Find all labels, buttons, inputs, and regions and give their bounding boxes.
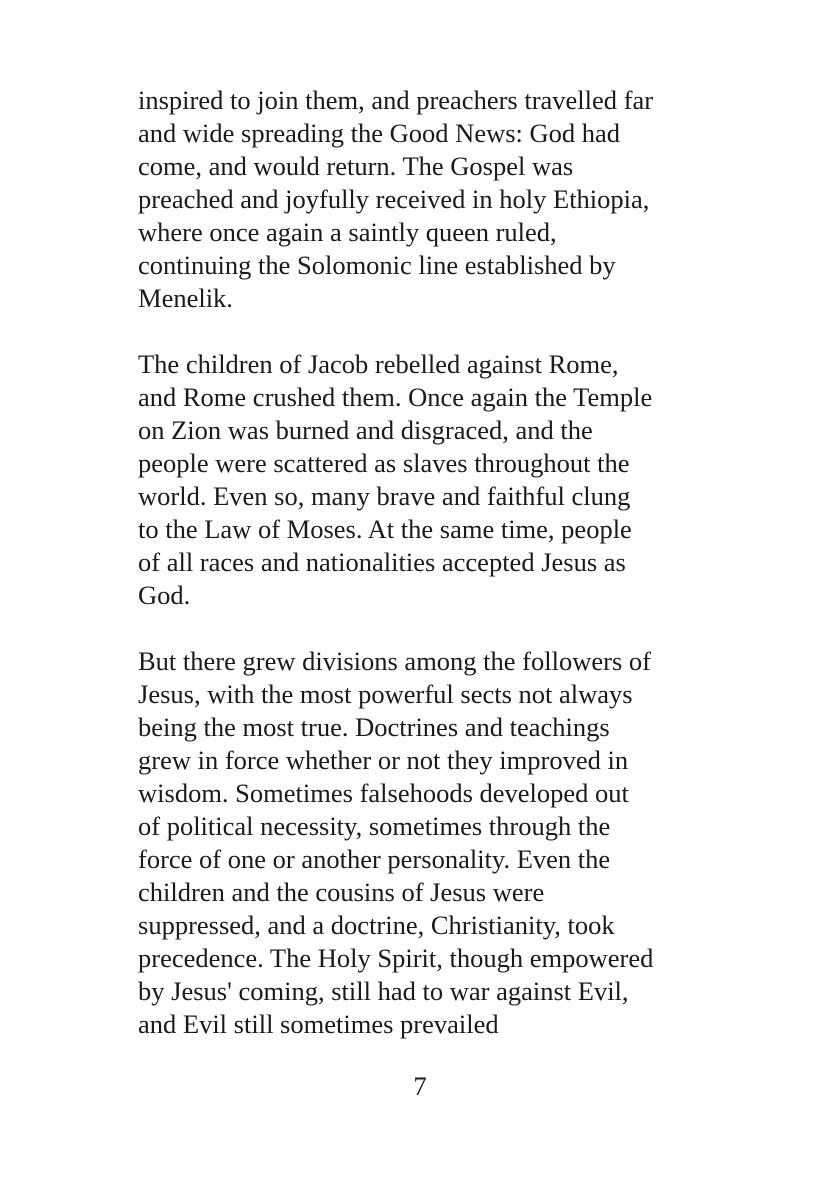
- paragraph-line: come, and would return. The Gospel was: [138, 151, 574, 181]
- paragraph-2: [138, 348, 718, 612]
- paragraph-line: world. Even so, many brave and faithful clung: [138, 481, 631, 511]
- body-text: [138, 84, 718, 1041]
- paragraph-line: children and the cousins of Jesus were: [138, 877, 545, 907]
- paragraph-line: continuing the Solomonic line established by: [138, 250, 616, 280]
- page-number: 7: [413, 1071, 427, 1101]
- paragraph-line: force of one or another personality. Even the: [138, 844, 611, 874]
- paragraph-line: to the Law of Moses. At the same time, people: [138, 514, 632, 544]
- paragraph-line: God.: [138, 580, 191, 610]
- paragraph-line: preached and joyfully received in holy Ethiopia,: [138, 184, 650, 214]
- paragraph-line: being the most true. Doctrines and teachings: [138, 712, 610, 742]
- paragraph-line: inspired to join them, and preachers travelled far: [138, 85, 654, 115]
- paragraph-line: grew in force whether or not they improved in: [138, 745, 629, 775]
- paragraph-line: But there grew divisions among the followers of: [138, 646, 651, 676]
- paragraph-line: and Rome crushed them. Once again the Temple: [138, 382, 653, 412]
- paragraph-line: Menelik.: [138, 283, 233, 313]
- paragraph-line: suppressed, and a doctrine, Christianity, took: [138, 910, 615, 940]
- paragraph-line: of political necessity, sometimes through the: [138, 811, 611, 841]
- paragraph-1: [138, 84, 718, 315]
- paragraph-line: where once again a saintly queen ruled,: [138, 217, 557, 247]
- paragraph-line: precedence. The Holy Spirit, though empowered: [138, 943, 654, 973]
- paragraph-line: of all races and nationalities accepted Jesus as: [138, 547, 626, 577]
- paragraph-line: and wide spreading the Good News: God had: [138, 118, 621, 148]
- paragraph-line: and Evil still sometimes prevailed: [138, 1009, 499, 1039]
- paragraph-line: on Zion was burned and disgraced, and the: [138, 415, 593, 445]
- paragraph-line: The children of Jacob rebelled against Rome,: [138, 349, 619, 379]
- paragraph-line: wisdom. Sometimes falsehoods developed out: [138, 778, 629, 808]
- paragraph-line: by Jesus' coming, still had to war against Evil,: [138, 976, 629, 1006]
- paragraph-line: Jesus, with the most powerful sects not always: [138, 679, 633, 709]
- paragraph-line: people were scattered as slaves throughout the: [138, 448, 630, 478]
- paragraph-3: [138, 645, 718, 1041]
